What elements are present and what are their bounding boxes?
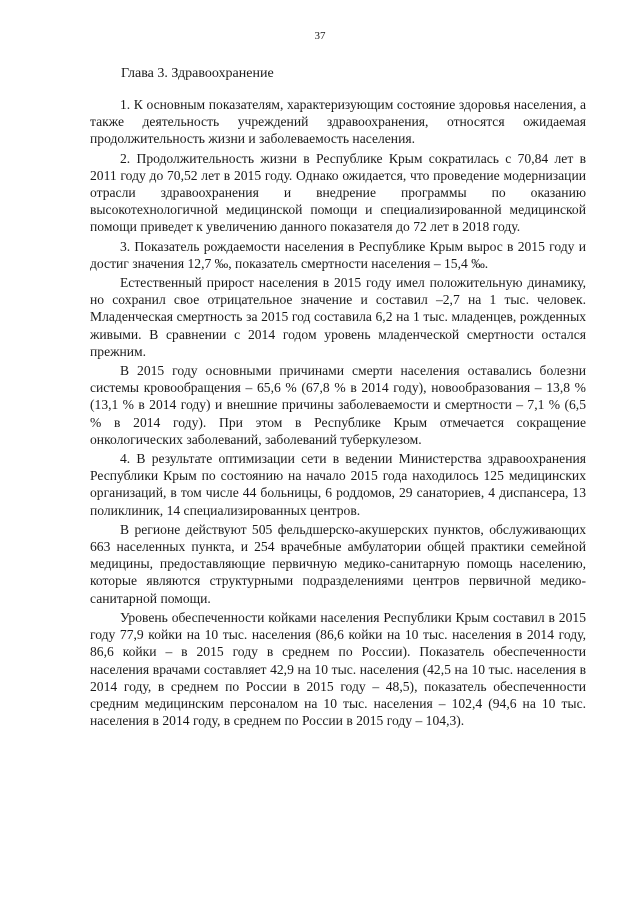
paragraph-life-expectancy-intro: 1. К основным показателям, характеризующим состояние здоровья населения, а также деятельность учреждений здравоохранения, относятся ожидаемая продолжительность жизни и заболеваемость населения. <box>90 97 586 147</box>
paragraph-natural-growth: Естественный прирост населения в 2015 году имел положительную динамику, но сохранил свое отрицательное значение и составил –2,7 на 1 тыс. человек. Младенческая смертность за 2015 год составила 6,2 на 1 тыс. младенцев, рожденных живыми. В сравнении с 2014 годом уровень младенческой смертности остался прежним. <box>90 275 586 359</box>
chapter-title: Глава 3. Здравоохранение <box>121 66 274 81</box>
paragraph-regional-points: В регионе действуют 505 фельдшерско-акушерских пунктов, обслуживающих 663 населенных пункта, и 254 врачебные амбулатории общей практики семейной медицины, предоставляющие первичную медико-санитарную помощь населению, которые являются структурными подразделениями центров первичной медико-санитарной помощи. <box>90 521 586 606</box>
body-text <box>90 96 586 731</box>
paragraph-birth-rate: 3. Показатель рождаемости населения в Республике Крым вырос в 2015 году и достиг значения 12,7 ‰, показатель смертности населения – 15,4 ‰. <box>90 238 586 271</box>
paragraph-bed-provision: Уровень обеспеченности койками населения Республики Крым составил в 2015 году 77,9 койки на 10 тыс. населения (86,6 койки на 10 тыс. населения в 2014 году, 86,6 койки – в 2015 году в среднем по России). Показатель обеспеченности населения врачами составляет 42,9 на 10 тыс. населения (42,5 на 10 тыс. населения в 2014 году, в среднем по России в 2015 году – 48,5), показатель обеспеченности средним медицинским персоналом на 10 тыс. населения – 102,4 (94,6 на 10 тыс. населения в 2014 году, в среднем по России в 2015 году – 104,3). <box>90 609 586 729</box>
page-number: 37 <box>314 30 326 42</box>
paragraph-life-expectancy: 2. Продолжительность жизни в Республике Крым сократилась с 70,84 лет в 2011 году до 70,52 лет в 2015 году. Однако ожидается, что проведение модернизации отрасли здравоохранения и внедрение программы по оказанию высокотехнологичной медицинской помощи и специализированной медицинской помощи приведет к увеличению данного показателя до 72 лет в 2018 году. <box>90 150 586 235</box>
paragraph-causes-of-death: В 2015 году основными причинами смерти населения оставались болезни системы кровообращения – 65,6 % (67,8 % в 2014 году), новообразования – 13,8 % (13,1 % в 2014 году) и внешние причины заболеваемости и смертности – 7,1 % (6,5 % в 2014 году). При этом в Республике Крым отмечается сокращение онкологических заболеваний, заболеваний туберкулезом. <box>90 363 586 447</box>
paragraph-medical-organizations: 4. В результате оптимизации сети в ведении Министерства здравоохранения Республики Крым по состоянию на начало 2015 года находилось 125 медицинских организаций, в том числе 44 больницы, 6 роддомов, 29 санаториев, 4 диспансера, 13 поликлиник, 14 специализированных центров. <box>90 451 586 518</box>
